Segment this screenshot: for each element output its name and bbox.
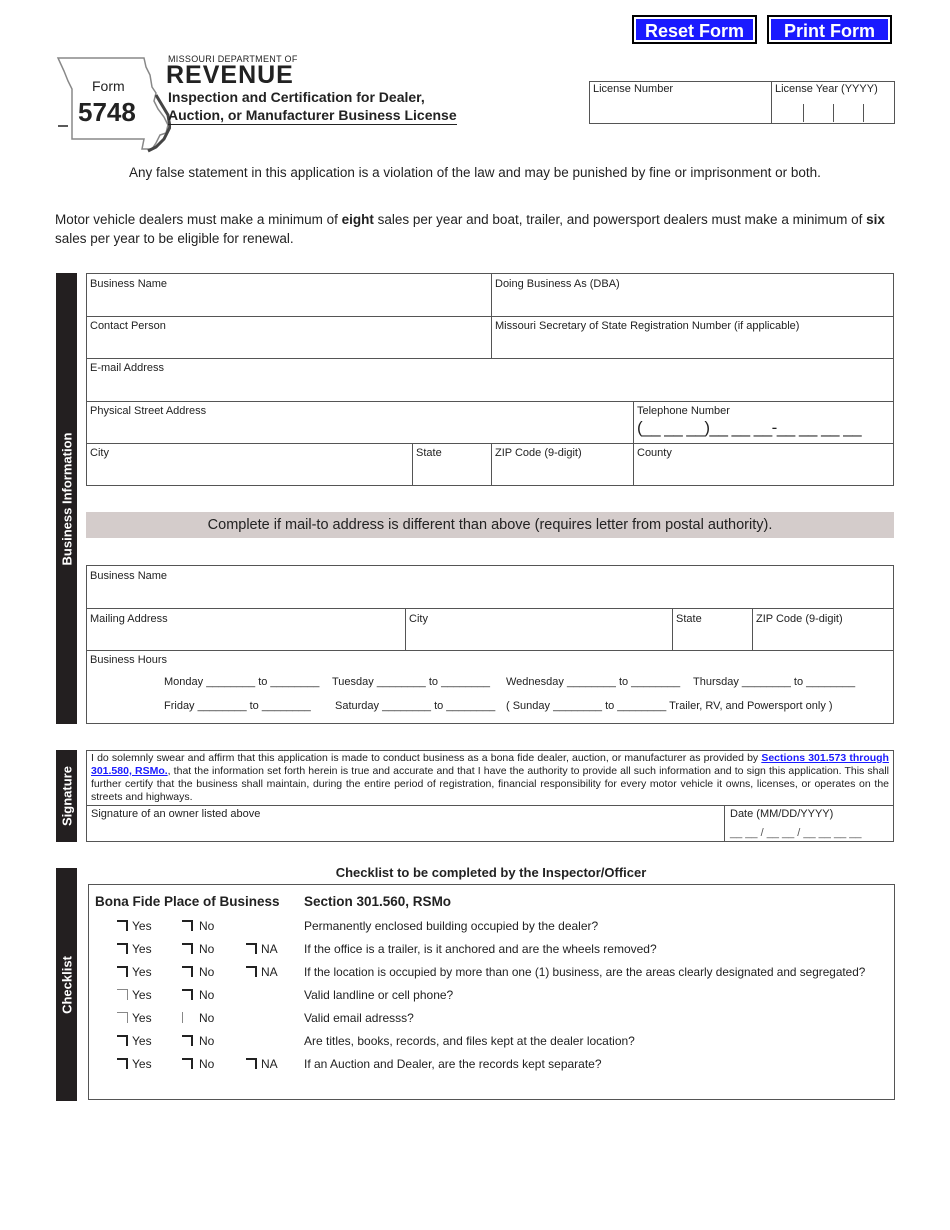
yes-checkbox[interactable] [117, 989, 128, 1000]
business-hours-section [86, 650, 894, 724]
signature-date-field[interactable]: Date (MM/DD/YYYY) __ __ / __ __ / __ __ __ __ [724, 805, 894, 842]
mail-state-field[interactable]: State [672, 608, 753, 651]
checklist-question: If the location is occupied by more than one (1) business, are the areas clearly designated and segregated? [304, 965, 866, 979]
mailto-banner: Complete if mail-to address is different than above (requires letter from postal authority). [86, 512, 894, 538]
bona-fide-heading: Bona Fide Place of Business [95, 894, 280, 909]
form-number: 5748 [78, 97, 136, 127]
checklist-row: Yes No Are titles, books, records, and files kept at the dealer location? [89, 1033, 899, 1055]
hours-tuesday[interactable]: Tuesday ________ to ________ [332, 676, 491, 688]
hours-saturday[interactable]: Saturday ________ to ________ [335, 700, 496, 712]
license-number-label: License Number [593, 83, 674, 95]
sos-number-field[interactable]: Missouri Secretary of State Registration Number (if applicable) [491, 316, 894, 359]
mail-city-field[interactable]: City [405, 608, 673, 651]
print-form-button[interactable]: Print Form [767, 15, 892, 44]
no-checkbox[interactable] [182, 943, 193, 954]
license-year-label: License Year (YYYY) [775, 83, 878, 95]
county-field[interactable]: County [633, 443, 894, 486]
yes-checkbox[interactable] [117, 943, 128, 954]
checklist-question: If the office is a trailer, is it anchored and are the wheels removed? [304, 942, 657, 956]
dept-name: MISSOURI DEPARTMENT OF [168, 54, 298, 64]
checklist-question: If an Auction and Dealer, are the records kept separate? [304, 1057, 602, 1071]
dba-field[interactable]: Doing Business As (DBA) [491, 273, 894, 317]
yes-checkbox[interactable] [117, 920, 128, 931]
yes-checkbox[interactable] [117, 966, 128, 977]
checklist-row: Yes No Permanently enclosed building occupied by the dealer? [89, 918, 899, 940]
business-name-field[interactable]: Business Name [86, 273, 492, 317]
street-address-field[interactable]: Physical Street Address [86, 401, 634, 444]
checklist-sidebar: Checklist [56, 868, 77, 1101]
form-title-line1: Inspection and Certification for Dealer, [168, 89, 425, 105]
business-hours-label: Business Hours [90, 654, 168, 666]
affirmation-box [86, 750, 894, 806]
checklist-row: Yes No NA If an Auction and Dealer, are the records kept separate? [89, 1056, 899, 1078]
reset-form-button[interactable]: Reset Form [632, 15, 757, 44]
business-information-sidebar: Business Information [56, 273, 77, 724]
checklist-question: Are titles, books, records, and files kept at the dealer location? [304, 1034, 635, 1048]
yes-checkbox[interactable] [117, 1058, 128, 1069]
license-number-field[interactable] [589, 81, 772, 124]
mail-business-name-field[interactable]: Business Name [86, 565, 894, 609]
no-checkbox[interactable] [182, 920, 193, 931]
mail-zip-field[interactable]: ZIP Code (9-digit) [752, 608, 894, 651]
checklist-question: Permanently enclosed building occupied by the dealer? [304, 919, 599, 933]
state-field[interactable]: State [412, 443, 492, 486]
checklist-row: Yes No NA If the office is a trailer, is it anchored and are the wheels removed? [89, 941, 899, 963]
hours-monday[interactable]: Monday ________ to ________ [164, 676, 320, 688]
no-checkbox[interactable] [182, 1035, 193, 1046]
sales-minimum-notice: Motor vehicle dealers must make a minimum of eight sales per year and boat, trailer, and powersport dealers must make a minimum of six sales per year to be eligible for renewal. [55, 212, 885, 246]
na-checkbox[interactable] [246, 966, 257, 977]
hours-friday[interactable]: Friday ________ to ________ [164, 700, 311, 712]
license-year-field[interactable] [771, 81, 895, 124]
city-field[interactable]: City [86, 443, 413, 486]
checklist-box [88, 884, 895, 1100]
no-checkbox[interactable] [182, 1012, 193, 1023]
statute-link[interactable]: Sections 301.573 through 301.580, RSMo. [91, 752, 889, 777]
mailing-address-field[interactable]: Mailing Address [86, 608, 406, 651]
hours-sunday[interactable]: ( Sunday ________ to ________ Trailer, RV, and Powersport only ) [506, 700, 833, 712]
revenue-logo: REVENUE [166, 61, 294, 89]
hours-wednesday[interactable]: Wednesday ________ to ________ [506, 676, 681, 688]
checklist-row: Yes No Valid landline or cell phone? [89, 987, 899, 1009]
email-field[interactable]: E-mail Address [86, 358, 894, 402]
no-checkbox[interactable] [182, 989, 193, 1000]
affirmation-text: I do solemnly swear and affirm that this application is made to conduct business as a bona fide dealer, auction, or manufacturer as provided by Sections 301.573 through 301.580, RSMo., that the information set forth herein is true and accurate and that I have the authority to provide all such information and to sign this application. This shall further certify that the business shall maintain, during the entire period of registration, financial responsibility for every motor vehicle it owns, licenses, or operates on the streets and highways. [91, 752, 890, 803]
owner-signature-field[interactable]: Signature of an owner listed above [86, 805, 725, 842]
yes-checkbox[interactable] [117, 1035, 128, 1046]
na-checkbox[interactable] [246, 943, 257, 954]
form-title-line2: Auction, or Manufacturer Business License [168, 107, 457, 123]
signature-sidebar: Signature [56, 750, 77, 842]
checklist-title: Checklist to be completed by the Inspector/Officer [335, 865, 647, 880]
na-checkbox[interactable] [246, 1058, 257, 1069]
date-mask: __ __ / __ __ / __ __ __ __ [730, 827, 862, 839]
no-checkbox[interactable] [182, 966, 193, 977]
checklist-row: Yes No NA If the location is occupied by more than one (1) business, are the areas clearly designated and segregated? [89, 964, 899, 986]
no-checkbox[interactable] [182, 1058, 193, 1069]
hours-thursday[interactable]: Thursday ________ to ________ [693, 676, 856, 688]
section-heading: Section 301.560, RSMo [304, 894, 452, 909]
checklist-question: Valid email adresss? [304, 1011, 414, 1025]
false-statement-notice: Any false statement in this application is a violation of the law and may be punished by fine or imprisonment or both. [129, 165, 821, 180]
yes-checkbox[interactable] [117, 1012, 128, 1023]
zip-field[interactable]: ZIP Code (9-digit) [491, 443, 634, 486]
checklist-question: Valid landline or cell phone? [304, 988, 454, 1002]
checklist-row: Yes No Valid email adresss? [89, 1010, 899, 1032]
phone-mask: (__ __ __)__ __ __-__ __ __ __ [637, 418, 862, 437]
form-word: Form [92, 78, 125, 94]
contact-person-field[interactable]: Contact Person [86, 316, 492, 359]
telephone-field[interactable]: Telephone Number (__ __ __)__ __ __-__ __ __ __ [633, 401, 894, 444]
